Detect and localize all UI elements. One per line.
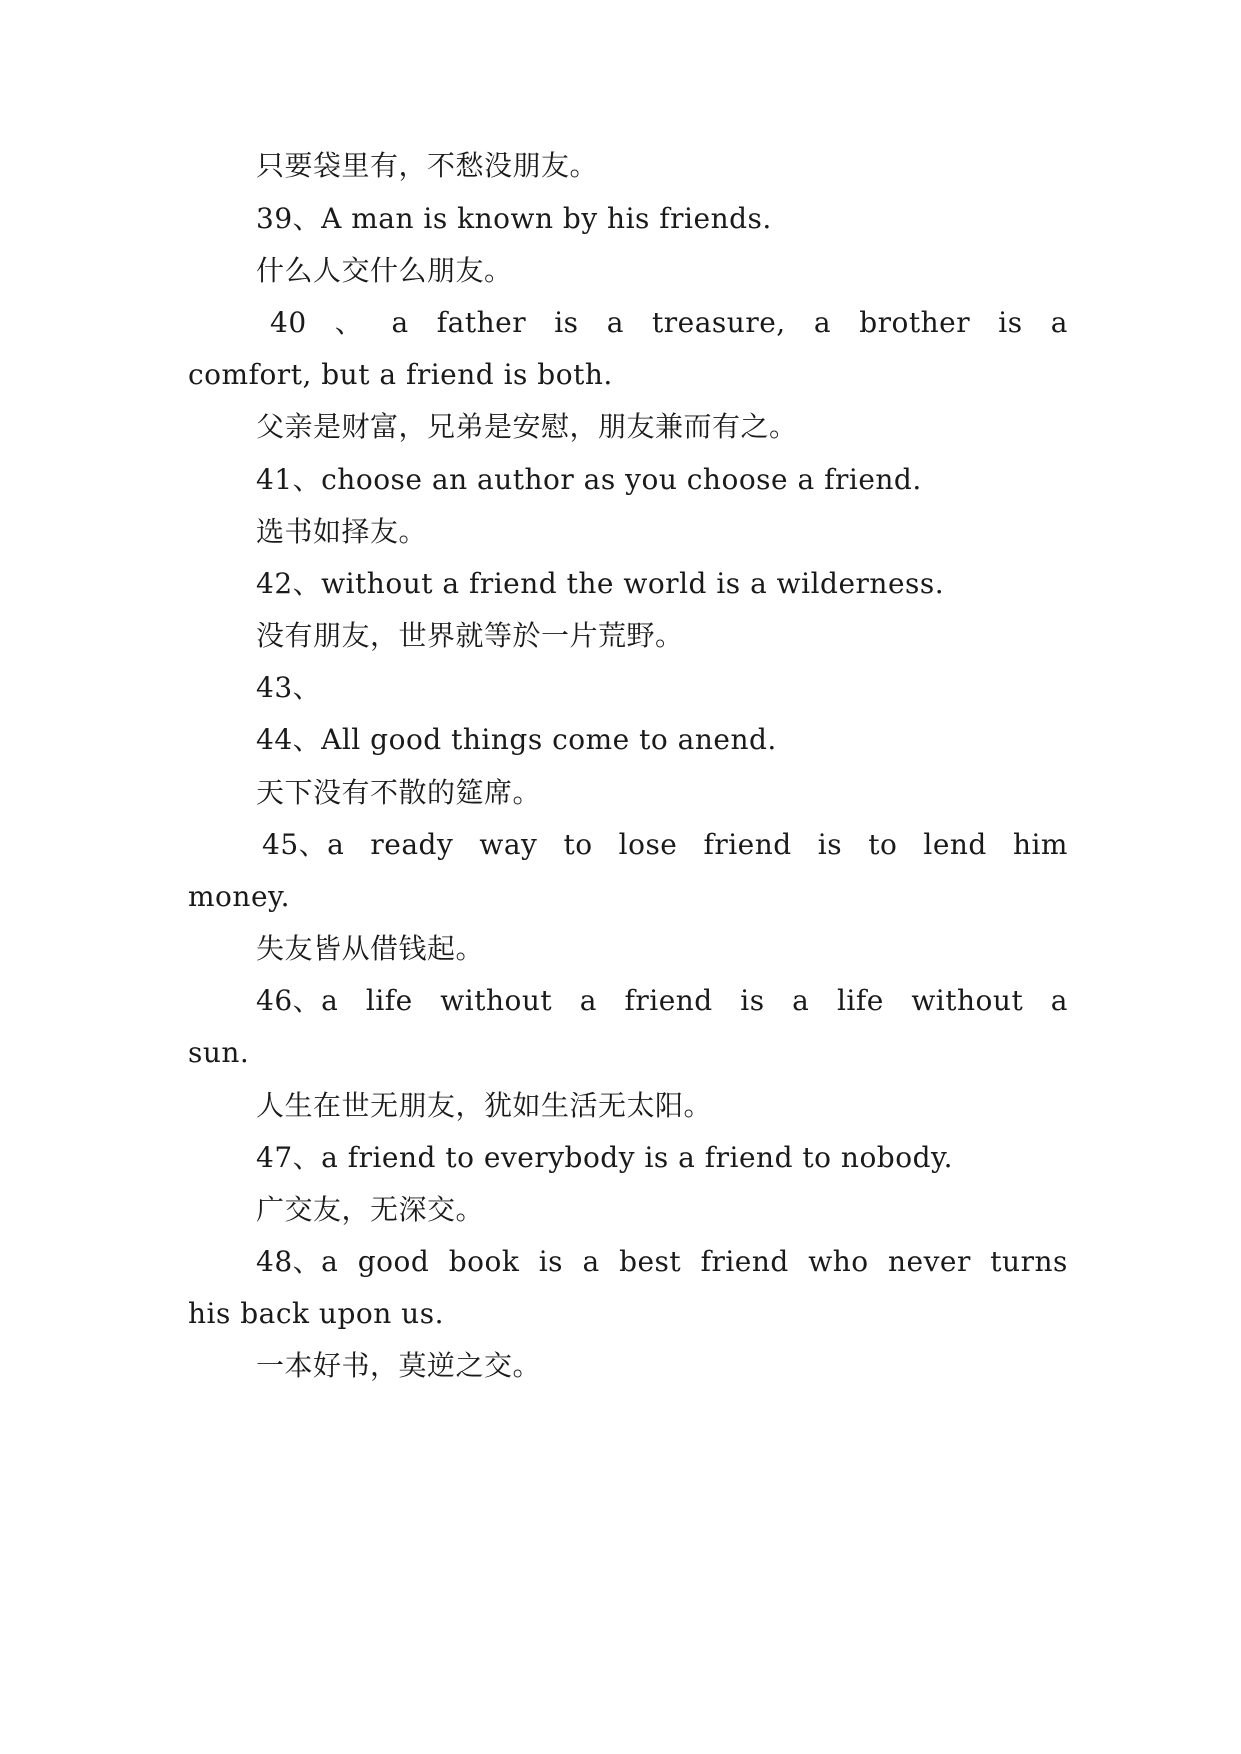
word: a bbox=[813, 306, 832, 339]
word: father bbox=[436, 306, 527, 339]
text-line: 41、choose an author as you choose a friend. bbox=[256, 463, 922, 496]
word: way bbox=[479, 828, 538, 861]
word: 45、a bbox=[262, 828, 345, 861]
text-line: comfort, but a friend is both. bbox=[188, 358, 613, 391]
text-line: 广交友，无深交。 bbox=[256, 1193, 485, 1226]
word: is bbox=[538, 1245, 564, 1278]
word: is bbox=[817, 828, 843, 861]
word: life bbox=[365, 984, 413, 1017]
word: 48、a bbox=[256, 1245, 339, 1278]
word: best bbox=[619, 1245, 682, 1278]
word: to bbox=[868, 828, 898, 861]
text-line: 父亲是财富，兄弟是安慰，朋友兼而有之。 bbox=[256, 410, 798, 443]
text-line-justified bbox=[188, 816, 1068, 874]
word: turns bbox=[990, 1245, 1068, 1278]
text-line-justified bbox=[188, 1233, 1068, 1291]
word: a bbox=[1050, 984, 1068, 1017]
word: to bbox=[563, 828, 593, 861]
text-line-justified bbox=[188, 972, 1068, 1030]
word: friend bbox=[700, 1245, 789, 1278]
word: him bbox=[1012, 828, 1068, 861]
text-line: 什么人交什么朋友。 bbox=[256, 254, 513, 287]
word: 46、a bbox=[256, 984, 339, 1017]
word: never bbox=[888, 1245, 971, 1278]
text-line: 人生在世无朋友，犹如生活无太阳。 bbox=[256, 1089, 713, 1122]
text-line: 选书如择友。 bbox=[256, 515, 428, 548]
text-line: 天下没有不散的筵席。 bbox=[256, 776, 542, 809]
text-line-justified bbox=[188, 294, 1068, 352]
text-line: 没有朋友，世界就等於一片荒野。 bbox=[256, 619, 684, 652]
text-line: sun. bbox=[188, 1036, 250, 1069]
word: a bbox=[606, 306, 624, 339]
word: life bbox=[836, 984, 884, 1017]
word: 40 bbox=[270, 306, 307, 339]
word: a bbox=[579, 984, 597, 1017]
text-line: 39、A man is known by his friends. bbox=[256, 202, 772, 235]
text-line: 42、without a friend the world is a wilderness. bbox=[256, 567, 945, 600]
text-line: 一本好书，莫逆之交。 bbox=[256, 1349, 542, 1382]
word: is bbox=[740, 984, 765, 1017]
word: is bbox=[554, 306, 579, 339]
word: a bbox=[582, 1245, 600, 1278]
word: lose bbox=[618, 828, 678, 861]
word: who bbox=[808, 1245, 869, 1278]
word: friend bbox=[624, 984, 713, 1017]
text-line: his back upon us. bbox=[188, 1297, 444, 1330]
text-line: 43、 bbox=[256, 671, 322, 704]
word: a bbox=[792, 984, 810, 1017]
word: 、 bbox=[334, 306, 364, 339]
text-line: 44、All good things come to anend. bbox=[256, 723, 777, 756]
text-line: 只要袋里有，不愁没朋友。 bbox=[256, 149, 599, 182]
word: lend bbox=[923, 828, 987, 861]
word: a bbox=[1050, 306, 1068, 339]
word: friend bbox=[703, 828, 792, 861]
word: without bbox=[911, 984, 1024, 1017]
text-line: 47、a friend to everybody is a friend to nobody. bbox=[256, 1141, 954, 1174]
word: ready bbox=[370, 828, 454, 861]
word: is bbox=[998, 306, 1023, 339]
word: without bbox=[440, 984, 553, 1017]
word: good bbox=[357, 1245, 430, 1278]
word: book bbox=[448, 1245, 520, 1278]
word: brother bbox=[859, 306, 971, 339]
word: treasure, bbox=[652, 306, 786, 339]
text-line: 失友皆从借钱起。 bbox=[256, 932, 485, 965]
text-line: money. bbox=[188, 880, 291, 913]
word: a bbox=[391, 306, 409, 339]
